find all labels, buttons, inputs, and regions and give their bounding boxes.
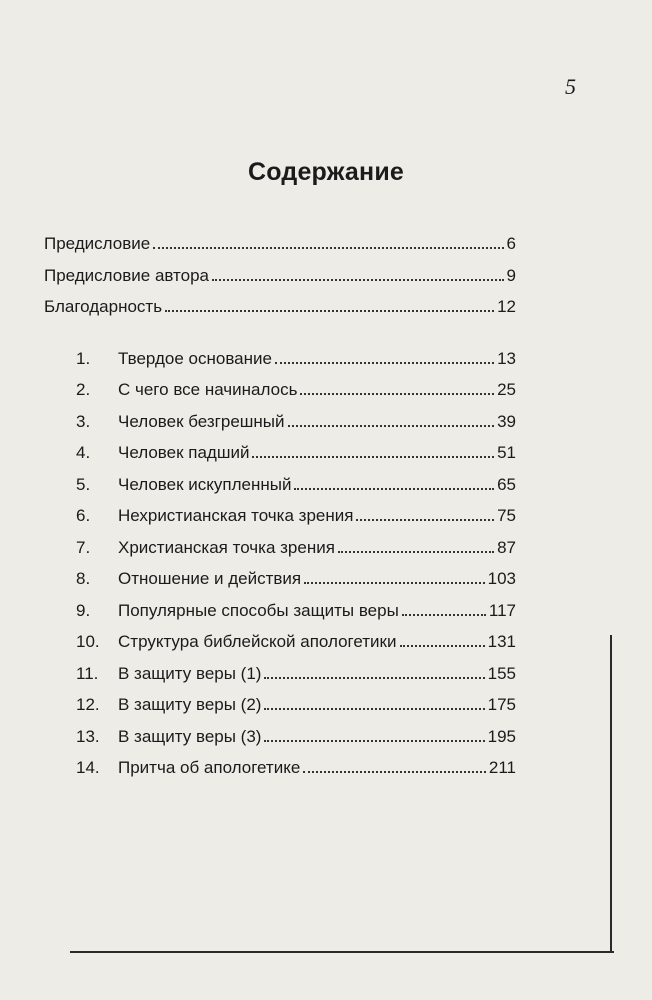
- page-number: 5: [565, 74, 576, 99]
- dot-leader: [165, 309, 494, 312]
- dot-leader: [294, 487, 494, 490]
- toc-chapter[interactable]: [76, 443, 516, 463]
- toc-chapter[interactable]: [76, 538, 516, 558]
- dot-leader: [303, 770, 486, 773]
- chapter-page: 131: [487, 632, 516, 651]
- dot-leader: [264, 739, 484, 742]
- chapter-title: Человек искупленный: [118, 475, 292, 494]
- chapter-number: 6.: [76, 506, 91, 525]
- toc-chapter[interactable]: [76, 727, 516, 747]
- chapter-title: Твердое основание: [118, 349, 272, 368]
- dot-leader: [264, 676, 484, 679]
- toc-chapter[interactable]: [76, 475, 516, 495]
- chapter-number: 9.: [76, 601, 91, 620]
- page-edge-bottom: [70, 951, 614, 953]
- dot-leader: [300, 392, 494, 395]
- toc-chapter[interactable]: [76, 695, 516, 715]
- dot-leader: [304, 581, 485, 584]
- toc-entry-title: Предисловие: [44, 234, 151, 253]
- chapter-title: Популярные способы защиты веры: [118, 601, 399, 620]
- toc-entry-page: 6: [506, 234, 516, 253]
- chapter-number: 12.: [76, 695, 100, 714]
- toc-chapter[interactable]: [76, 506, 516, 526]
- chapter-title: Христианская точка зрения: [118, 538, 335, 557]
- dot-leader: [400, 644, 485, 647]
- chapter-number: 10.: [76, 632, 100, 651]
- toc-entry-page: 12: [497, 297, 516, 316]
- chapter-title: Притча об апологетике: [118, 758, 301, 777]
- chapter-title: Человек безгрешный: [118, 412, 285, 431]
- chapter-page: 155: [487, 664, 516, 683]
- dot-leader: [153, 246, 503, 249]
- toc-chapter[interactable]: [76, 349, 516, 369]
- toc-entry[interactable]: [44, 234, 516, 254]
- toc-chapter[interactable]: [76, 569, 516, 589]
- chapter-page: 65: [497, 475, 516, 494]
- toc-entry-title: Предисловие автора: [44, 266, 210, 285]
- chapter-page: 211: [488, 758, 516, 777]
- toc-entry-title: Благодарность: [44, 297, 163, 316]
- chapter-page: 75: [497, 506, 516, 525]
- page-title: Содержание: [247, 158, 405, 186]
- toc-chapter[interactable]: [76, 412, 516, 432]
- chapter-number: 14.: [76, 758, 100, 777]
- dot-leader: [356, 518, 494, 521]
- chapter-page: 87: [497, 538, 516, 557]
- chapter-title: Человек падший: [118, 443, 250, 462]
- chapter-title: В защиту веры (1): [118, 664, 262, 683]
- toc-chapter[interactable]: [76, 380, 516, 400]
- chapter-number: 2.: [76, 380, 91, 399]
- chapter-title: В защиту веры (2): [118, 695, 262, 714]
- dot-leader: [338, 550, 494, 553]
- chapter-title: Отношение и действия: [118, 569, 302, 588]
- chapter-title: В защиту веры (3): [118, 727, 262, 746]
- page-edge-right: [610, 635, 612, 953]
- toc-entry-page: 9: [506, 266, 516, 285]
- dot-leader: [402, 613, 486, 616]
- chapter-number: 7.: [76, 538, 91, 557]
- chapter-number: 5.: [76, 475, 91, 494]
- chapter-number: 3.: [76, 412, 91, 431]
- chapter-number: 8.: [76, 569, 91, 588]
- chapter-page: 13: [497, 349, 516, 368]
- toc-chapter[interactable]: [76, 632, 516, 652]
- chapter-title: С чего все начиналось: [118, 380, 298, 399]
- chapter-number: 4.: [76, 443, 91, 462]
- dot-leader: [252, 455, 494, 458]
- chapter-number: 11.: [76, 664, 99, 683]
- chapter-page: 175: [487, 695, 516, 714]
- toc-entry[interactable]: [44, 266, 516, 286]
- chapter-number: 1.: [76, 349, 91, 368]
- chapter-page: 103: [487, 569, 516, 588]
- toc-chapter[interactable]: [76, 601, 516, 621]
- chapter-page: 117: [488, 601, 516, 620]
- toc-chapter[interactable]: [76, 758, 516, 778]
- chapter-page: 39: [497, 412, 516, 431]
- dot-leader: [275, 361, 494, 364]
- chapter-page: 25: [497, 380, 516, 399]
- dot-leader: [264, 707, 484, 710]
- chapter-page: 51: [497, 443, 516, 462]
- chapter-page: 195: [487, 727, 516, 746]
- chapter-title: Нехристианская точка зрения: [118, 506, 354, 525]
- chapter-number: 13.: [76, 727, 100, 746]
- chapter-title: Структура библейской апологетики: [118, 632, 397, 651]
- dot-leader: [288, 424, 495, 427]
- toc-chapter[interactable]: [76, 664, 516, 684]
- dot-leader: [212, 278, 504, 281]
- toc-entry[interactable]: [44, 297, 516, 317]
